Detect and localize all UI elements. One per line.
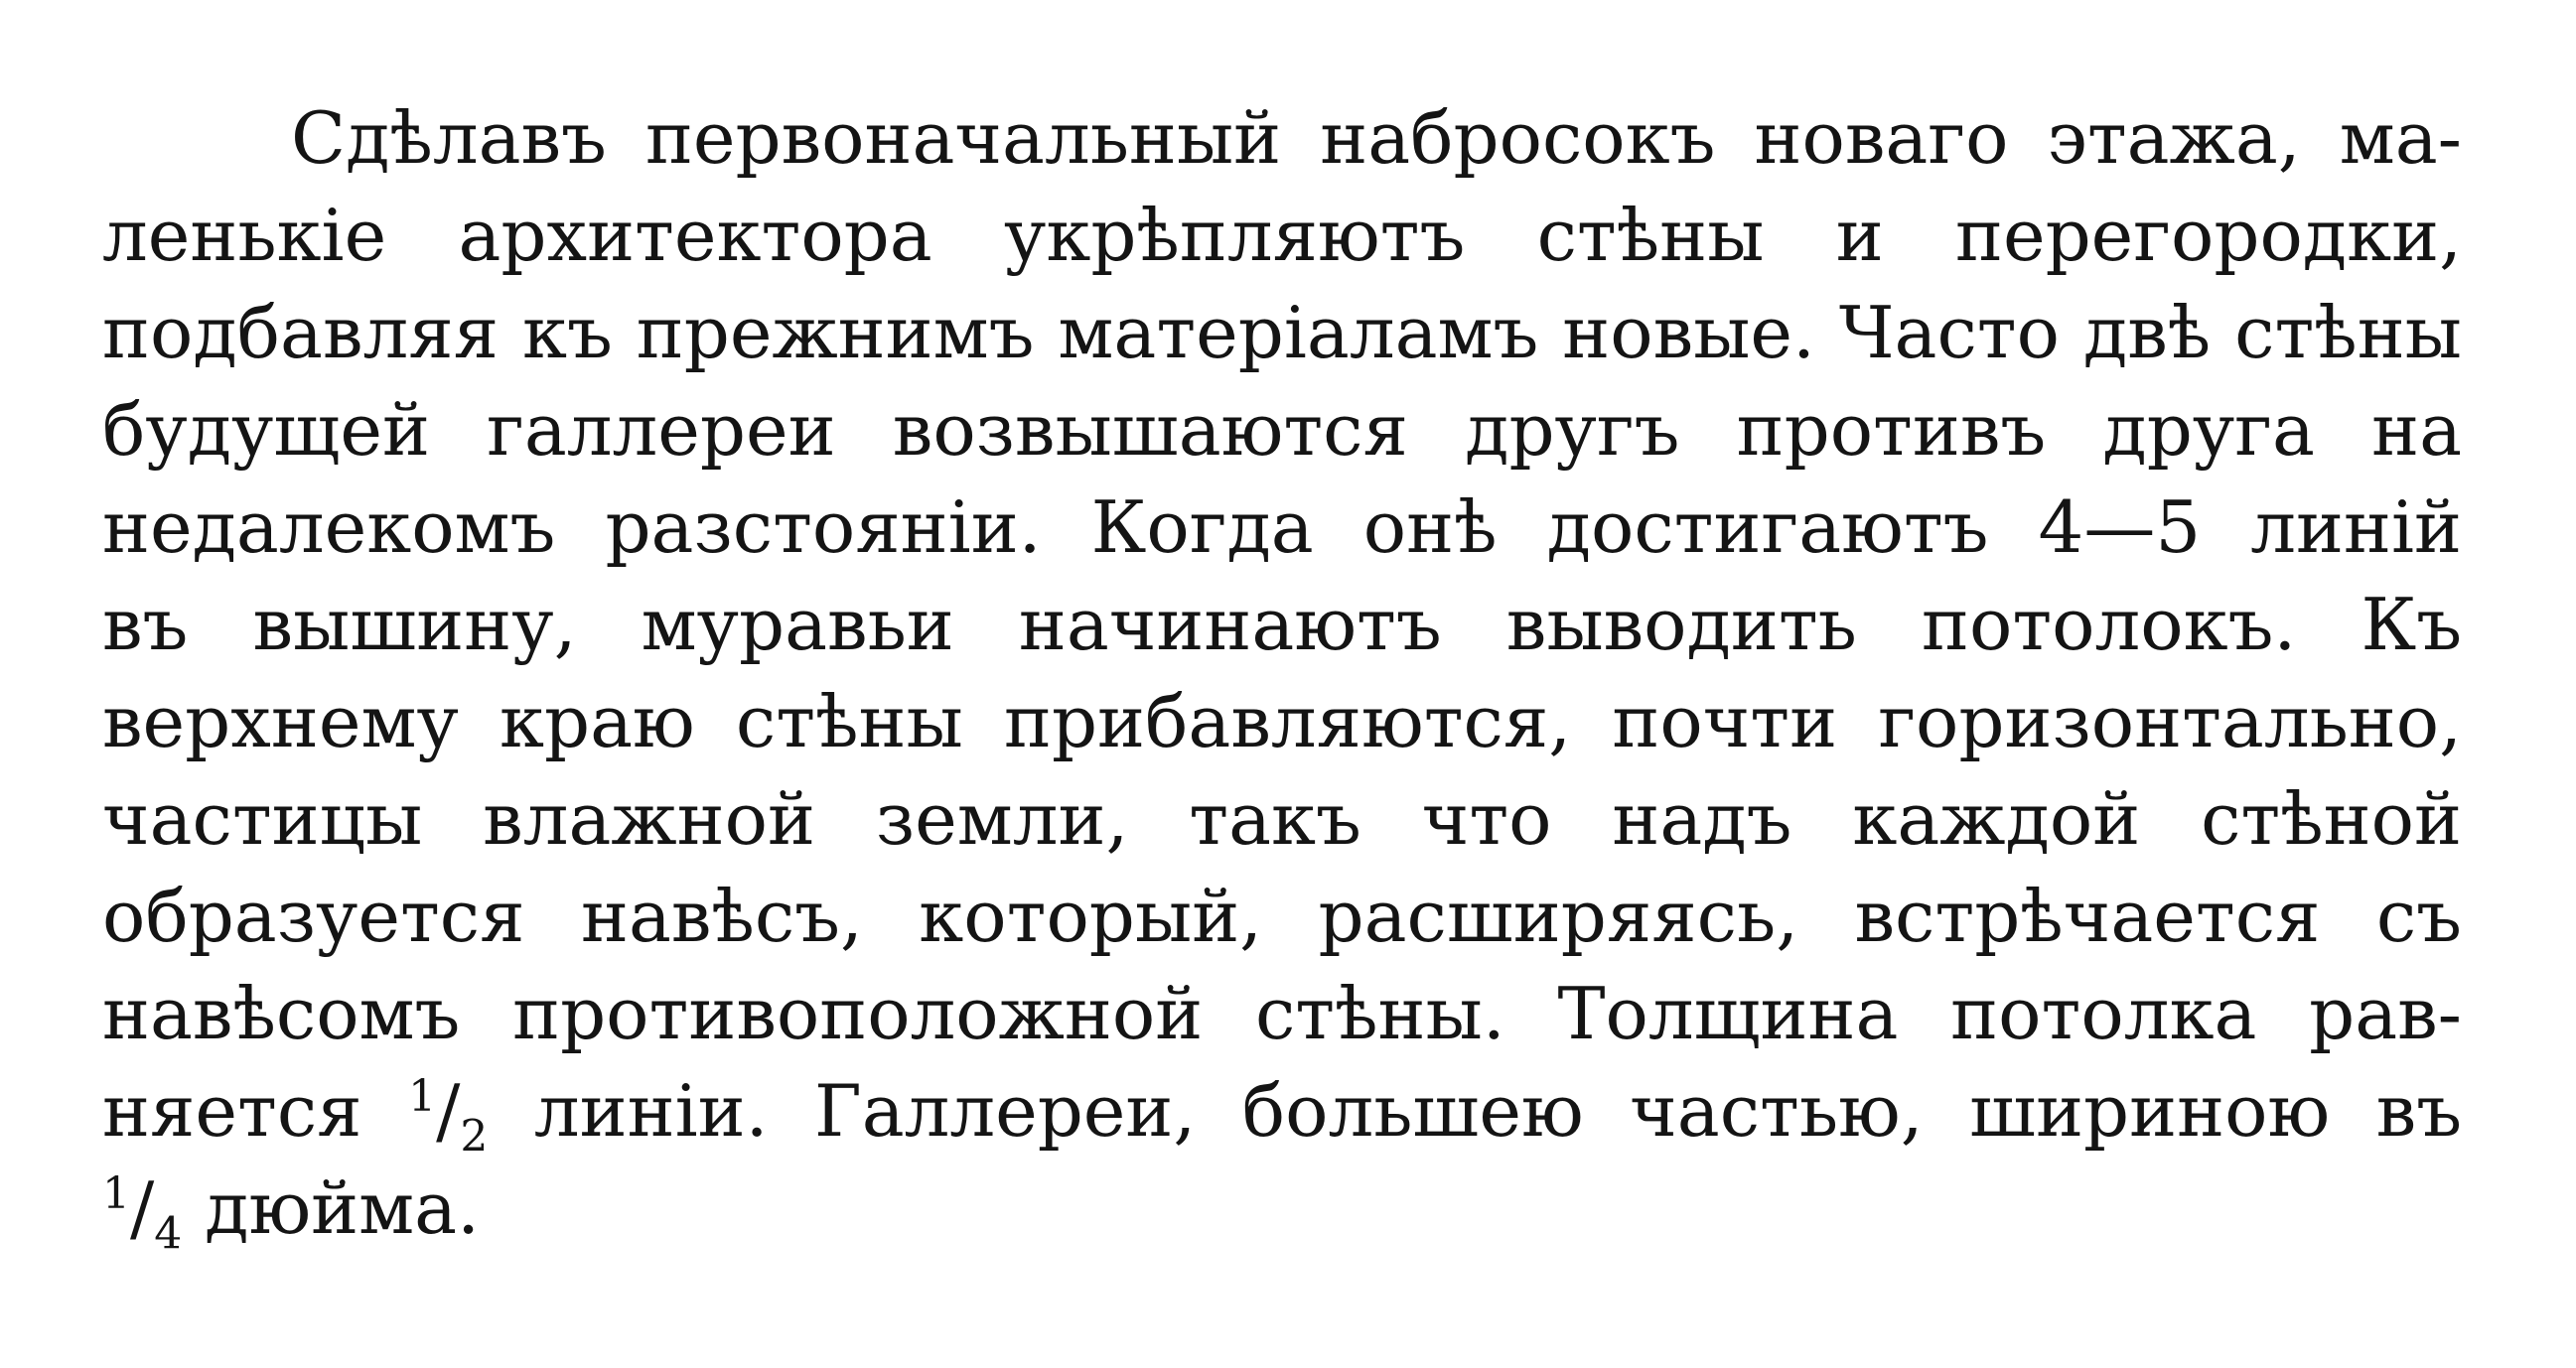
text-line: будущей галлереи возвышаются другъ противъ друга на: [102, 388, 2462, 472]
fraction-half: $^1/_2$: [408, 1069, 489, 1163]
text-line: въ вышину, муравьи начинаютъ выводить потолокъ. Къ: [102, 583, 2462, 666]
text-line-last: [102, 1160, 2462, 1260]
fraction-denominator: 2: [460, 1111, 489, 1163]
text-line: навѣсомъ противоположной стѣны. Толщина потолка рав-: [102, 972, 2462, 1055]
text-segment: дюйма.: [205, 1166, 480, 1250]
text-line: Сдѣлавъ первоначальный набросокъ новаго этажа, ма-: [291, 96, 2462, 180]
fraction-numerator: 1: [102, 1168, 130, 1219]
text-segment: линіи. Галлереи, большею частью, шириною въ: [533, 1069, 2463, 1153]
text-line: недалекомъ разстояніи. Когда онѣ достигаютъ 4—5 линій: [102, 485, 2462, 569]
fraction-numerator: 1: [408, 1071, 437, 1122]
text-line-fraction: [102, 1062, 2463, 1163]
text-line: ленькіе архитектора укрѣпляютъ стѣны и перегородки,: [102, 194, 2462, 277]
paragraph: [102, 89, 2463, 1260]
text-line: верхнему краю стѣны прибавляются, почти горизонтально,: [102, 680, 2462, 763]
fraction-denominator: 4: [154, 1208, 183, 1260]
text-segment: няется: [102, 1069, 362, 1153]
fraction-quarter: $^1/_4$: [102, 1166, 183, 1260]
text-line: образуется навѣсъ, который, расширяясь, встрѣчается съ: [102, 875, 2462, 958]
text-line: подбавляя къ прежнимъ матеріаламъ новые. Часто двѣ стѣны: [102, 291, 2462, 374]
text-line: частицы влажной земли, такъ что надъ каждой стѣной: [102, 777, 2462, 861]
